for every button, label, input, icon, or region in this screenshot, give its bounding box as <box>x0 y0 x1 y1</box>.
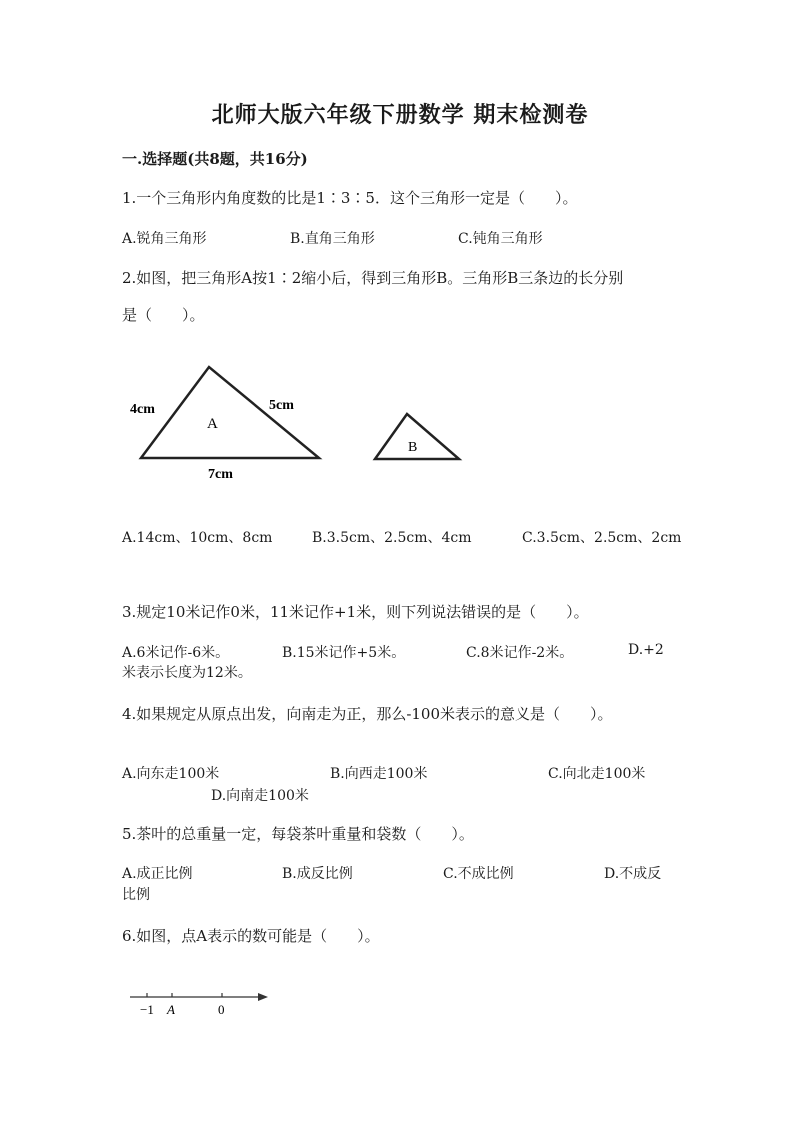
triangle-a-label: A <box>207 416 218 432</box>
question-1-text: 1.一个三角形内角度数的比是1∶3∶5．这个三角形一定是（ ）。 <box>122 189 578 207</box>
triangle-a-right-label: 5cm <box>269 398 294 413</box>
q1-option-c: C.钝角三角形 <box>458 231 543 247</box>
q3-option-d-continued: 米表示长度为12米。 <box>122 665 252 681</box>
question-2-text-line2: 是（ ）。 <box>122 306 205 324</box>
triangle-b-label: B <box>408 440 418 455</box>
question-6-text: 6.如图，点A表示的数可能是（ ）。 <box>122 927 380 945</box>
q5-option-d: D.不成反 <box>604 866 662 882</box>
q3-option-d: D.+2 <box>628 642 664 658</box>
label-zero: 0 <box>218 1002 225 1017</box>
label-minus-1: −1 <box>140 1002 154 1017</box>
q3-option-a: A.6米记作-6米。 <box>122 645 230 661</box>
question-2-text-line1: 2.如图，把三角形A按1∶2缩小后，得到三角形B。三角形B三条边的长分别 <box>122 269 624 287</box>
question-4-text: 4.如果规定从原点出发，向南走为正，那么-100米表示的意义是（ ）。 <box>122 705 613 723</box>
question-5-text: 5.茶叶的总重量一定，每袋茶叶重量和袋数（ ）。 <box>122 825 474 843</box>
section-heading: 一.选择题(共8题，共16分) <box>122 150 308 168</box>
q4-option-b: B.向西走100米 <box>330 766 428 782</box>
q2-option-b: B.3.5cm、2.5cm、4cm <box>312 530 472 546</box>
triangle-a-base-label: 7cm <box>208 467 233 482</box>
q3-option-c: C.8米记作-2米。 <box>466 645 574 661</box>
q4-option-c: C.向北走100米 <box>548 766 646 782</box>
q5-option-a: A.成正比例 <box>122 866 193 882</box>
triangle-a-left-label: 4cm <box>130 402 155 417</box>
q1-option-a: A.锐角三角形 <box>122 231 207 247</box>
question-3-text: 3.规定10米记作0米，11米记作+1米，则下列说法错误的是（ ）。 <box>122 603 589 621</box>
q2-option-a: A.14cm、10cm、8cm <box>122 530 273 546</box>
q5-option-b: B.成反比例 <box>282 866 353 882</box>
q4-option-d: D.向南走100米 <box>211 788 309 804</box>
exam-title: 北师大版六年级下册数学 期末检测卷 <box>211 102 589 128</box>
q2-option-c: C.3.5cm、2.5cm、2cm <box>522 530 682 546</box>
q4-option-a: A.向东走100米 <box>122 766 220 782</box>
q1-option-b: B.直角三角形 <box>290 231 375 247</box>
q5-option-d-continued: 比例 <box>122 887 150 903</box>
q5-option-c: C.不成比例 <box>443 866 514 882</box>
q3-option-b: B.15米记作+5米。 <box>282 645 406 661</box>
number-line-arrow-icon <box>258 993 268 1001</box>
label-point-a: A <box>167 1002 175 1017</box>
